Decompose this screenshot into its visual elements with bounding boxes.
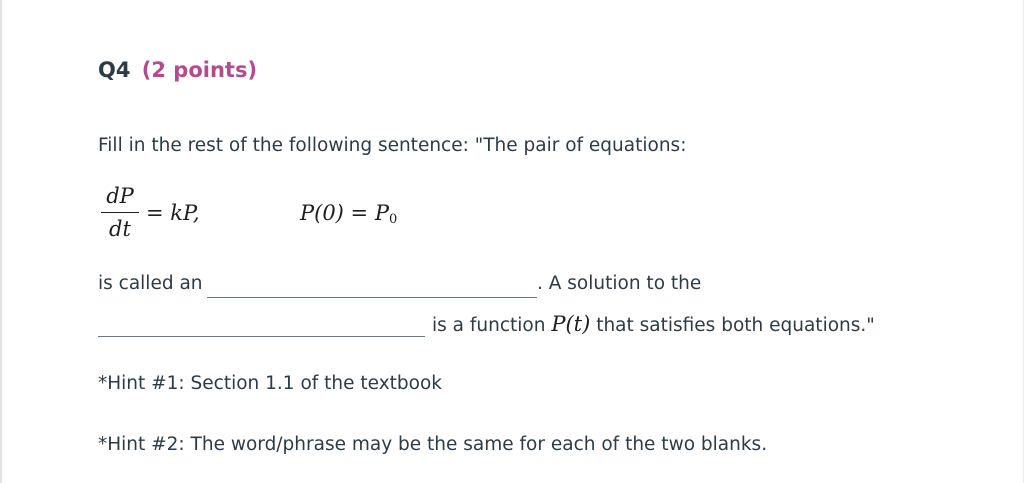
question-points: (2 points): [141, 58, 258, 82]
initial-condition-lhs: P(0) = P: [300, 201, 389, 225]
question-prompt: Fill in the rest of the following sentence: "The pair of equations:: [98, 135, 687, 156]
question-header: [98, 58, 257, 82]
left-border: [0, 0, 2, 483]
solution-text: . A solution to the: [537, 273, 702, 294]
answer-blank-1[interactable]: [207, 297, 537, 298]
initial-condition-subscript: 0: [388, 212, 398, 227]
hint-1: *Hint #1: Section 1.1 of the textbook: [98, 373, 443, 394]
fraction-bar: [101, 212, 139, 213]
answer-blank-2[interactable]: [98, 336, 425, 337]
function-text: [432, 312, 875, 336]
equation-rhs: = kP,: [146, 201, 200, 225]
fraction-numerator: dP: [106, 184, 134, 208]
hint-2: *Hint #2: The word/phrase may be the same for each of the two blanks.: [98, 434, 768, 455]
called-text: is called an: [98, 273, 203, 294]
fraction-denominator: dt: [109, 217, 131, 242]
function-prefix: is a function: [432, 315, 552, 336]
initial-condition: [300, 201, 397, 227]
question-title: Q4: [98, 58, 131, 82]
derivative-fraction: [100, 184, 140, 241]
function-math: P(t): [551, 312, 591, 336]
function-suffix: that satisfies both equations.": [590, 315, 875, 336]
